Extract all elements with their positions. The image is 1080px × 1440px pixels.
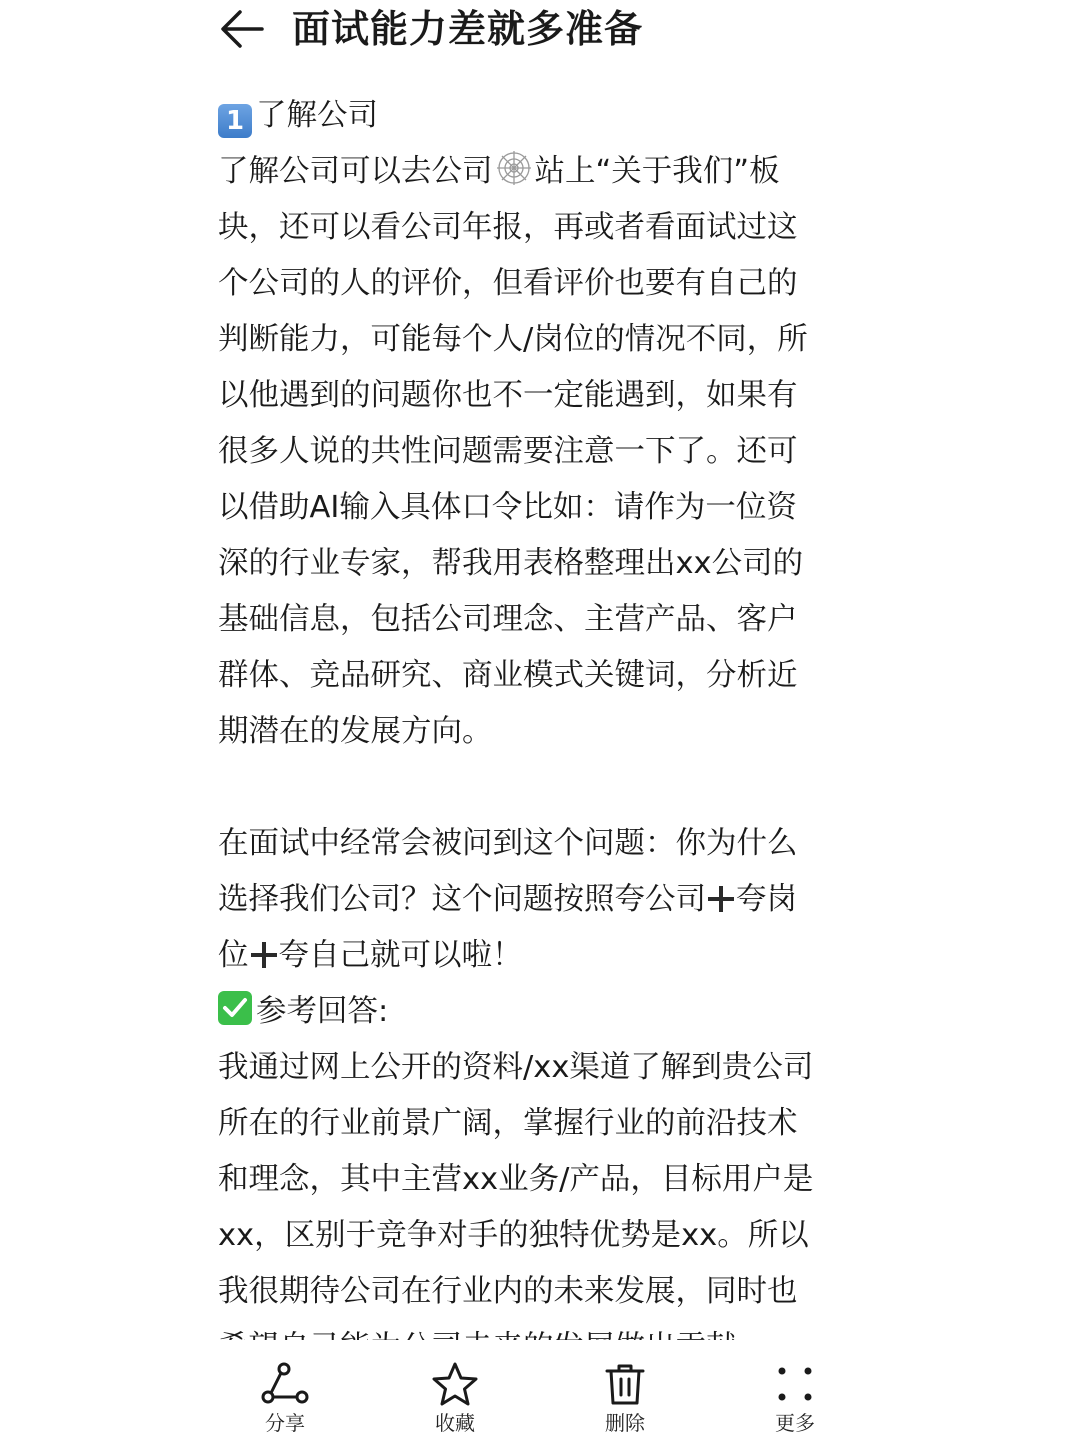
- paragraph-line: 选择我们公司？这个问题按照夸公司 夸岗: [218, 882, 797, 917]
- more-button[interactable]: [735, 1358, 855, 1438]
- header: [0, 0, 1080, 62]
- number-one-icon: 1: [218, 104, 252, 138]
- paragraph-line: 群体、竞品研究、商业模式关键词，分析近: [218, 658, 798, 693]
- back-button[interactable]: [212, 6, 270, 52]
- paragraph-line: 在面试中经常会被问到这个问题：你为什么: [218, 826, 798, 861]
- paragraph-line: 判断能力，可能每个人/岗位的情况不同，所: [218, 322, 808, 357]
- trash-icon: [602, 1361, 648, 1407]
- check-mark-icon: [218, 991, 252, 1025]
- page-title: 面试能力差就多准备: [292, 7, 644, 51]
- paragraph-gap: [218, 760, 868, 816]
- more-label: 更多: [775, 1411, 815, 1435]
- paragraph-line: 块，还可以看公司年报，再或者看面试过这: [218, 210, 798, 245]
- spider-web-icon: [495, 149, 533, 187]
- paragraph-line: 位 夸自己就可以啦！: [218, 938, 523, 973]
- paragraph-line: 以他遇到的问题你也不一定能遇到，如果有: [218, 378, 798, 413]
- paragraph-line: 期潜在的发展方向。: [218, 714, 493, 749]
- paragraph-line: 基础信息，包括公司理念、主营产品、客户: [218, 602, 798, 637]
- plus-icon: [251, 942, 277, 968]
- favorite-label: 收藏: [435, 1411, 475, 1435]
- paragraph-line: 很多人说的共性问题需要注意一下了。还可: [218, 434, 798, 469]
- star-icon: [431, 1361, 479, 1407]
- arrow-left-icon: [218, 9, 264, 49]
- paragraph-line: xx，区别于竞争对手的独特优势是xx。所以: [218, 1218, 809, 1253]
- delete-button[interactable]: [565, 1358, 685, 1438]
- paragraph-line: 我通过网上公开的资料/xx渠道了解到贵公司: [218, 1050, 814, 1085]
- paragraph-line: 以借助AI输入具体口令比如：请作为一位资: [218, 490, 797, 525]
- answer-heading: 参考回答:: [218, 984, 868, 1040]
- share-icon: [260, 1361, 310, 1407]
- share-label: 分享: [265, 1411, 305, 1435]
- paragraph-line: 所在的行业前景广阔，掌握行业的前沿技术: [218, 1106, 798, 1141]
- plus-icon: [708, 886, 734, 912]
- bottom-toolbar: [0, 1340, 1080, 1440]
- favorite-button[interactable]: [395, 1358, 515, 1438]
- article-body: [218, 88, 868, 1340]
- paragraph-line: 深的行业专家，帮我用表格整理出xx公司的: [218, 546, 804, 581]
- paragraph-line: 和理念，其中主营xx业务/产品，目标用户是: [218, 1162, 814, 1197]
- section-heading: 1 了解公司: [218, 88, 868, 144]
- paragraph-line: 了解公司可以去公司 站上“关于我们”板: [218, 144, 868, 200]
- paragraph-line: 我很期待公司在行业内的未来发展，同时也: [218, 1274, 798, 1309]
- paragraph-line: 个公司的人的评价，但看评价也要有自己的: [218, 266, 798, 301]
- more-dots-icon: [773, 1362, 817, 1406]
- delete-label: 删除: [605, 1411, 645, 1435]
- share-button[interactable]: [225, 1358, 345, 1438]
